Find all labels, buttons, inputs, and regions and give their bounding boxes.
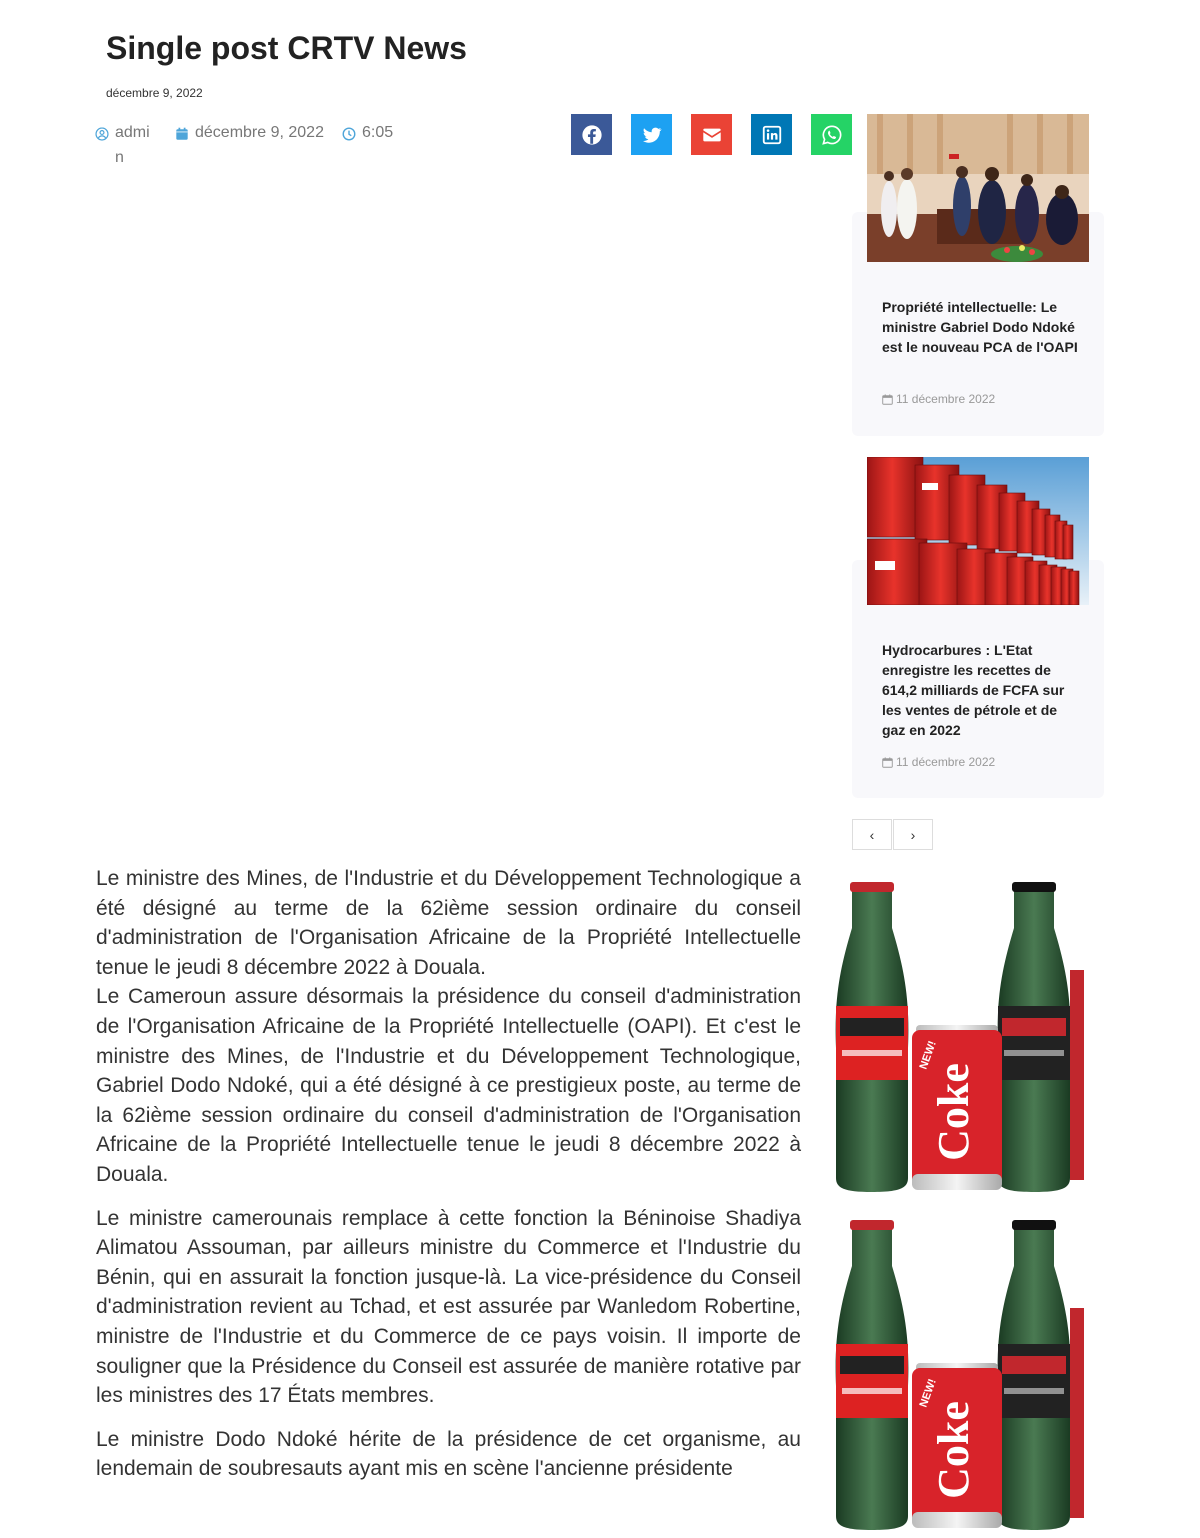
sidebar-post-card[interactable] xyxy=(852,560,1104,798)
chevron-right-icon: › xyxy=(910,826,916,843)
share-email-button[interactable] xyxy=(691,114,732,155)
article-paragraph: Le ministre des Mines, de l'Industrie et du Développement Technologique a été désigné au terme de la 62ième session ordinaire du conseil d'administration de l'Organisation Africaine de la Propriété Intellectuelle tenue le jeudi 8 décembre 2022 à Douala. xyxy=(96,867,801,979)
ad-brand: Coke xyxy=(929,1401,978,1499)
share-linkedin-button[interactable] xyxy=(751,114,792,155)
chevron-left-icon: ‹ xyxy=(869,826,875,843)
page-title: Single post CRTV News xyxy=(106,30,467,66)
coke-ad-image xyxy=(822,880,1084,1200)
calendar-icon xyxy=(882,757,893,768)
article-body xyxy=(96,864,801,1498)
facebook-icon xyxy=(581,124,603,146)
share-twitter-button[interactable] xyxy=(631,114,672,155)
coke-ad-image xyxy=(822,1218,1084,1538)
ceremony-photo xyxy=(867,114,1089,262)
article-paragraph: Le Cameroun assure désormais la présidence du conseil d'administration de l'Organisation Africaine de la Propriété Intellectuelle (OAPI). Et c'est le ministre des Mines, de l'Industrie et du Développement Technologique, Gabriel Dodo Ndoké, qui a été désigné à ce prestigieux poste, au terme de la 62ième session ordinaire du conseil d'administration de l'Organisation Africaine de la Propriété Intellectuelle tenue le jeudi 8 décembre 2022 à Douala. xyxy=(96,985,801,1186)
share-whatsapp-button[interactable] xyxy=(811,114,852,155)
share-facebook-button[interactable] xyxy=(571,114,612,155)
article-paragraph: Le ministre Dodo Ndoké hérite de la présidence de cet organisme, au lendemain de soubresauts ayant mis en scène l'ancienne présidente xyxy=(96,1427,801,1481)
post-date[interactable] xyxy=(175,124,324,142)
post-title[interactable]: Hydrocarbures : L'Etat enregistre les recettes de 614,2 milliards de FCFA sur les ventes de pétrole et de gaz en 2022 xyxy=(882,642,1065,738)
post-date-text: 11 décembre 2022 xyxy=(896,392,996,406)
post-time xyxy=(342,124,393,142)
ad-badge: NEW! xyxy=(917,1039,939,1072)
oil-barrels-photo xyxy=(867,457,1089,605)
sidebar-ad[interactable] xyxy=(822,1218,1084,1538)
ad-brand: Coke xyxy=(929,1063,978,1161)
carousel-prev-button[interactable] xyxy=(852,819,892,850)
whatsapp-icon xyxy=(821,124,843,146)
post-date xyxy=(882,392,995,406)
post-time-text: 6:05 xyxy=(362,124,394,141)
linkedin-icon xyxy=(761,124,783,146)
post-title[interactable]: Propriété intellectuelle: Le ministre Gabriel Dodo Ndoké est le nouveau PCA de l'OAPI xyxy=(882,299,1078,355)
post-date-text: 11 décembre 2022 xyxy=(896,755,996,769)
page-date: décembre 9, 2022 xyxy=(106,86,203,100)
post-author[interactable] xyxy=(95,124,157,170)
clock-icon xyxy=(342,127,356,141)
ad-badge: NEW! xyxy=(917,1377,939,1410)
post-thumbnail[interactable] xyxy=(867,114,1089,262)
twitter-icon xyxy=(641,124,663,146)
author-name: admin xyxy=(115,124,150,166)
post-date xyxy=(882,755,995,769)
envelope-icon xyxy=(701,124,723,146)
calendar-icon xyxy=(175,127,189,141)
sidebar-ad[interactable] xyxy=(822,880,1084,1200)
post-thumbnail[interactable] xyxy=(867,457,1089,605)
calendar-icon xyxy=(882,394,893,405)
carousel-next-button[interactable] xyxy=(893,819,933,850)
sidebar-post-card[interactable] xyxy=(852,212,1104,436)
article-paragraph: Le ministre camerounais remplace à cette fonction la Béninoise Shadiya Alimatou Assouman, par ailleurs ministre du Commerce et l'Industrie du Bénin, qui en assurait la fonction jusque-là. La vice-présidence du Conseil d'administration revient au Tchad, et est assurée par Wanledom Robertine, ministre de l'Industrie et du Commerce de ce pays voisin. Il importe de souligner que la Présidence du Conseil est assurée de manière rotative par les ministres des 17 États membres. xyxy=(96,1206,801,1408)
post-date-text: décembre 9, 2022 xyxy=(195,124,324,141)
user-circle-icon xyxy=(95,127,109,141)
